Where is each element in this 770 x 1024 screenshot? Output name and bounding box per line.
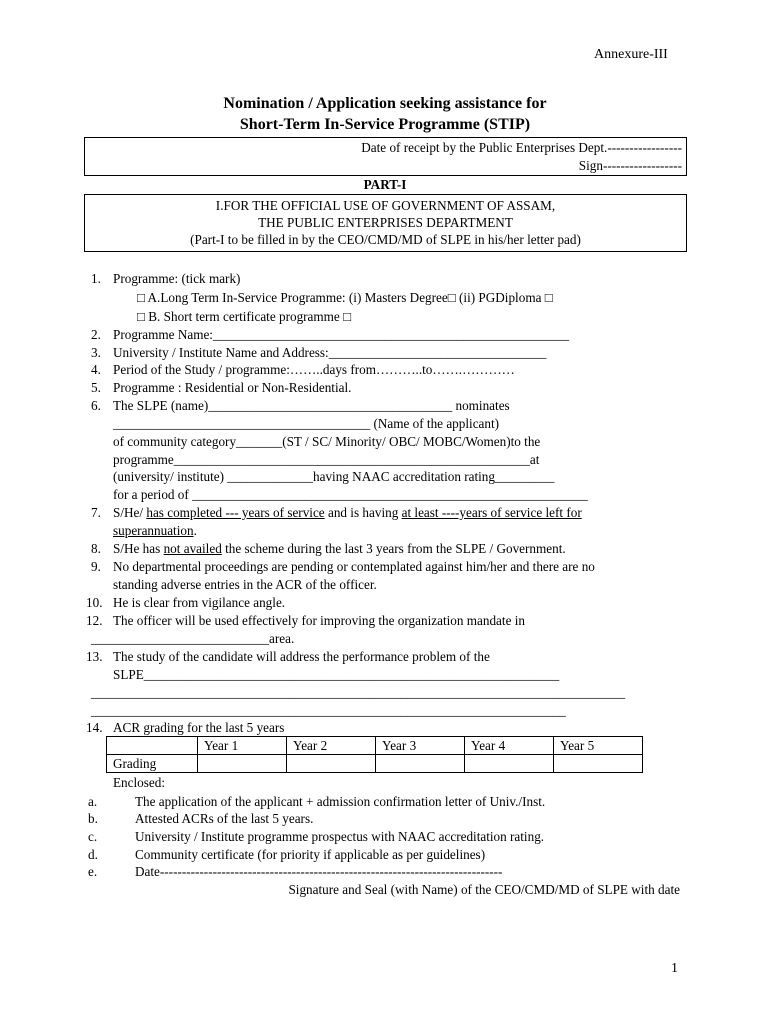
- acr-table: [106, 736, 643, 773]
- item-number: 9.: [91, 559, 101, 574]
- item-officer-used: The officer will be used effectively for improving the organization mandate in: [113, 613, 525, 628]
- title-line-2: Short-Term In-Service Programme (STIP): [239, 116, 531, 133]
- item-slpe-blank: SLPE_______________________________________________________________: [113, 667, 560, 682]
- enclosed-label: Enclosed:: [113, 775, 166, 790]
- item-number: 7.: [91, 505, 101, 520]
- item-programme-option-a: □ A.Long Term In-Service Programme: (i) Masters Degree□ (ii) PGDiploma □: [137, 290, 553, 305]
- item-applicant-name: _______________________________________ (Name of the applicant): [113, 416, 500, 431]
- grading-cell[interactable]: [465, 755, 554, 773]
- title-line-1: Nomination / Application seeking assistance for: [223, 95, 547, 112]
- grading-cell[interactable]: [287, 755, 376, 773]
- receipt-sign-line: Sign------------------: [578, 158, 682, 173]
- receipt-box: [84, 137, 687, 176]
- item-programme-at: programme______________________________________________________at: [113, 452, 540, 467]
- item-acr-grading: ACR grading for the last 5 years: [113, 720, 285, 735]
- item-number: 13.: [86, 649, 103, 664]
- receipt-date-line: Date of receipt by the Public Enterprises Dept.-----------------: [361, 140, 682, 155]
- table-header-cell: Year 5: [554, 737, 643, 755]
- enclosed-item: The application of the applicant + admission confirmation letter of Univ./Inst.: [135, 794, 546, 809]
- item-number: 5.: [91, 380, 101, 395]
- grading-label: Grading: [107, 755, 198, 773]
- item-number: 3.: [91, 345, 101, 360]
- item-blank-line: ________________________________________________________________________: [91, 703, 566, 718]
- official-line-1: I.FOR THE OFFICIAL USE OF GOVERNMENT OF ASSAM,: [215, 198, 556, 213]
- table-header-cell: Year 4: [465, 737, 554, 755]
- item-period: Period of the Study / programme:……..days from………..to…….…………: [113, 362, 515, 377]
- grading-cell[interactable]: [198, 755, 287, 773]
- table-header-cell: Year 3: [376, 737, 465, 755]
- item-residential: Programme : Residential or Non-Residential.: [113, 380, 352, 395]
- item-vigilance: He is clear from vigilance angle.: [113, 595, 286, 610]
- enclosed-item: Date------------------------------------------------------------------------------: [135, 864, 503, 879]
- table-cell: [107, 737, 198, 755]
- table-row: [107, 755, 643, 773]
- item-number: 4.: [91, 362, 101, 377]
- part-heading: PART-I: [363, 177, 407, 192]
- item-number: 14.: [86, 720, 103, 735]
- table-header-cell: Year 1: [198, 737, 287, 755]
- item-community-category: of community category_______(ST / SC/ Minority/ OBC/ MOBC/Women)to the: [113, 434, 541, 449]
- enclosed-letter: c.: [88, 829, 98, 844]
- official-line-2: THE PUBLIC ENTERPRISES DEPARTMENT: [258, 215, 513, 230]
- grading-cell[interactable]: [376, 755, 465, 773]
- item-number: 6.: [91, 398, 101, 413]
- official-use-box: [84, 194, 687, 252]
- enclosed-item: University / Institute programme prospectus with NAAC accreditation rating.: [135, 829, 545, 844]
- item-number: 12.: [86, 613, 103, 628]
- item-blank-line: _________________________________________________________________________________: [91, 685, 626, 700]
- item-number: 2.: [91, 327, 101, 342]
- item-proceedings-cont: standing adverse entries in the ACR of the officer.: [113, 577, 377, 592]
- enclosed-letter: a.: [88, 794, 98, 809]
- enclosed-letter: e.: [88, 864, 98, 879]
- item-service: S/He/ has completed --- years of service and is having at least ----years of service left for: [113, 505, 582, 520]
- enclosed-letter: d.: [88, 847, 98, 862]
- enclosed-letter: b.: [88, 811, 98, 826]
- annexure-label: Annexure-III: [594, 47, 668, 62]
- item-not-availed: S/He has not availed the scheme during the last 3 years from the SLPE / Government.: [113, 541, 566, 556]
- grading-cell[interactable]: [554, 755, 643, 773]
- item-superannuation: superannuation.: [113, 523, 197, 538]
- enclosed-item: Community certificate (for priority if applicable as per guidelines): [135, 847, 486, 862]
- official-line-3: (Part-I to be filled in by the CEO/CMD/MD of SLPE in his/her letter pad): [190, 232, 581, 247]
- table-header-cell: Year 2: [287, 737, 376, 755]
- item-naac-rating: (university/ institute) _____________having NAAC accreditation rating_________: [113, 469, 555, 484]
- item-university: University / Institute Name and Address:_________________________________: [113, 345, 547, 360]
- item-number: 10.: [86, 595, 103, 610]
- item-number: 8.: [91, 541, 101, 556]
- table-row: [107, 737, 643, 755]
- item-proceedings: No departmental proceedings are pending or contemplated against him/her and there are no: [113, 559, 595, 574]
- item-programme: Programme: (tick mark): [113, 271, 241, 286]
- item-programme-name: Programme Name:______________________________________________________: [113, 327, 570, 342]
- item-area: ___________________________area.: [91, 631, 295, 646]
- signature-line: Signature and Seal (with Name) of the CEO/CMD/MD of SLPE with date: [288, 882, 680, 897]
- enclosed-item: Attested ACRs of the last 5 years.: [135, 811, 314, 826]
- item-programme-option-b: □ B. Short term certificate programme □: [137, 309, 352, 324]
- item-period-of: for a period of ____________________________________________________________: [113, 487, 588, 502]
- item-slpe-name: The SLPE (name)_____________________________________ nominates: [113, 398, 510, 413]
- page-number: 1: [671, 961, 678, 976]
- item-study: The study of the candidate will address the performance problem of the: [113, 649, 490, 664]
- item-number: 1.: [91, 271, 101, 286]
